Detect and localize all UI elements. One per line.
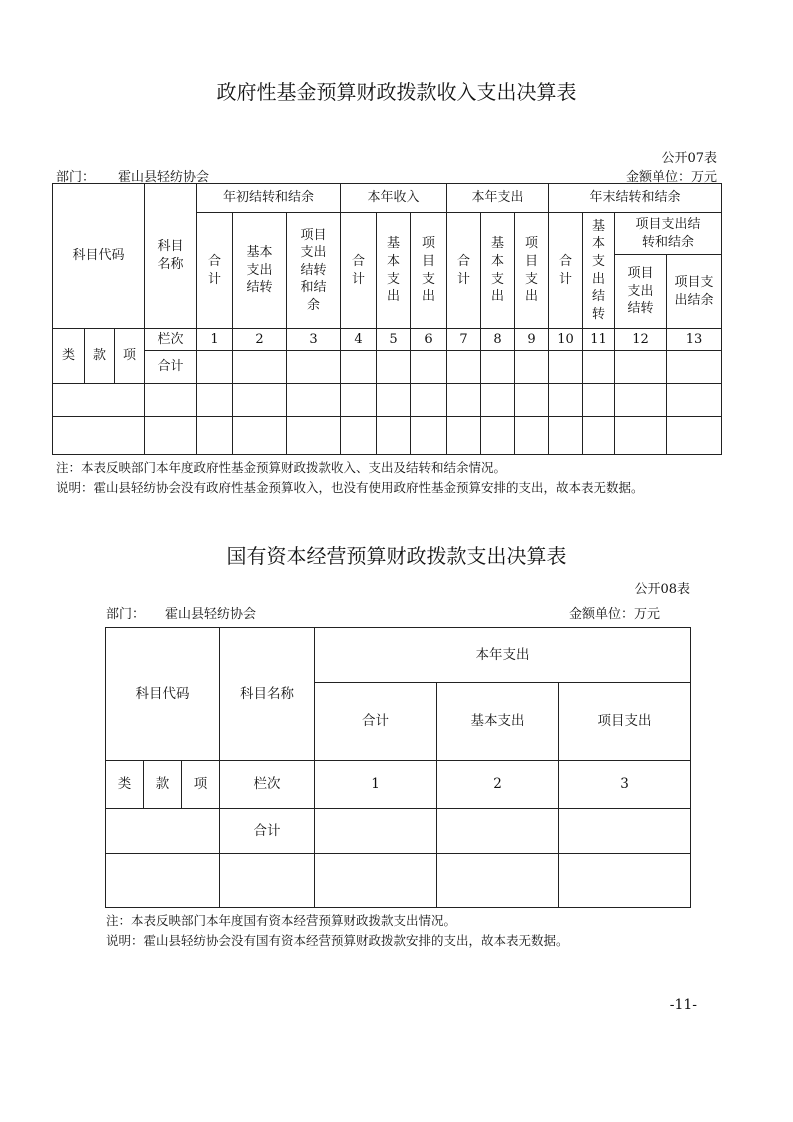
table2-code: 公开08表 (634, 582, 690, 597)
t1-header-expense: 本年支出 (447, 184, 549, 213)
table1-grid (52, 183, 722, 455)
t1-xiang: 项 (115, 329, 145, 384)
table1-title: 政府性基金预算财政拨款收入支出决算表 (216, 80, 577, 104)
table-cell (447, 417, 481, 455)
table1-dept-name: 霍山县轻纺协会 (118, 170, 210, 185)
t1-col-no: 6 (411, 329, 447, 351)
t2-header-basic: 基本支出 (437, 683, 559, 761)
t1-header-code: 科目代码 (53, 184, 145, 329)
table-cell (197, 417, 233, 455)
t1-col-no: 4 (341, 329, 377, 351)
t1-header-income: 本年收入 (341, 184, 447, 213)
t1-expense-total: 合计 (447, 213, 481, 329)
table-row (106, 854, 691, 908)
table-cell (481, 417, 515, 455)
table-cell (667, 417, 722, 455)
table-cell (197, 351, 233, 384)
t1-expense-project: 项目支出 (515, 213, 549, 329)
table-cell (515, 384, 549, 417)
table-cell (667, 351, 722, 384)
t2-lanci: 栏次 (220, 761, 315, 809)
table-row (53, 384, 722, 417)
t2-header-name: 科目名称 (220, 628, 315, 761)
t1-end-total: 合计 (549, 213, 583, 329)
table1-dept-label: 部门： (56, 170, 96, 185)
table-cell (315, 854, 437, 908)
t1-header-name: 科目名称 (145, 184, 197, 329)
t1-heji: 合计 (145, 351, 197, 384)
t1-begin-basic: 基本支出结转 (233, 213, 287, 329)
table-cell (437, 854, 559, 908)
t1-end-basic: 基本支出结转 (583, 213, 615, 329)
table-cell (341, 351, 377, 384)
table-cell (437, 809, 559, 854)
t2-header-code: 科目代码 (106, 628, 220, 761)
table-cell (615, 384, 667, 417)
table2-dept-label: 部门： (106, 607, 146, 622)
table1-unit: 金额单位：万元 (625, 170, 717, 185)
table2-grid (105, 627, 691, 908)
table-cell (197, 384, 233, 417)
table-cell (583, 384, 615, 417)
t2-header-project: 项目支出 (559, 683, 691, 761)
table-cell (287, 351, 341, 384)
table-cell (341, 384, 377, 417)
table-cell (106, 854, 220, 908)
t1-header-begin: 年初结转和结余 (197, 184, 341, 213)
table-cell (53, 417, 145, 455)
t1-col-no: 5 (377, 329, 411, 351)
t2-header-total: 合计 (315, 683, 437, 761)
table-cell (233, 417, 287, 455)
t2-kuan: 款 (144, 761, 182, 809)
table-cell (411, 351, 447, 384)
t1-total-row (53, 351, 722, 384)
table-cell (377, 351, 411, 384)
table-cell (315, 809, 437, 854)
table2-title: 国有资本经营预算财政拨款支出决算表 (226, 544, 567, 568)
table-cell (287, 417, 341, 455)
table1-note: 注：本表反映部门本年度政府性基金预算财政拨款收入、支出及结转和结余情况。 (56, 460, 507, 475)
table2-unit: 金额单位：万元 (568, 607, 660, 622)
table-cell (287, 384, 341, 417)
t1-lei: 类 (53, 329, 85, 384)
t1-end-project: 项目支出结转和结余 (615, 213, 722, 255)
table-cell (615, 351, 667, 384)
t1-kuan: 款 (85, 329, 115, 384)
t1-lanci: 栏次 (145, 329, 197, 351)
t2-col-no: 1 (315, 761, 437, 809)
table-cell (615, 417, 667, 455)
t1-col-no: 8 (481, 329, 515, 351)
table-cell (515, 351, 549, 384)
table-cell (233, 351, 287, 384)
t1-header-end: 年末结转和结余 (549, 184, 722, 213)
t2-col-no: 2 (437, 761, 559, 809)
table-cell (447, 384, 481, 417)
table-cell (549, 384, 583, 417)
t2-col-no: 3 (559, 761, 691, 809)
table1-code: 公开07表 (661, 151, 717, 166)
table-cell (559, 854, 691, 908)
table1-explanation: 说明：霍山县轻纺协会没有政府性基金预算收入，也没有使用政府性基金预算安排的支出，故本表无数据。 (56, 480, 644, 495)
table-cell (549, 351, 583, 384)
t1-col-no: 7 (447, 329, 481, 351)
table-cell (106, 809, 220, 854)
table-cell (145, 384, 197, 417)
table-cell (583, 351, 615, 384)
t1-begin-total: 合计 (197, 213, 233, 329)
t1-col-no: 3 (287, 329, 341, 351)
table-cell (411, 417, 447, 455)
table-cell (53, 384, 145, 417)
t2-lei: 类 (106, 761, 144, 809)
table2-dept-name: 霍山县轻纺协会 (165, 607, 257, 622)
table-cell (447, 351, 481, 384)
table-cell (377, 417, 411, 455)
table2-explanation: 说明：霍山县轻纺协会没有国有资本经营预算财政拨款安排的支出，故本表无数据。 (106, 933, 569, 948)
t1-col-no: 12 (615, 329, 667, 351)
table-cell (377, 384, 411, 417)
table-cell (233, 384, 287, 417)
t1-col-no: 9 (515, 329, 549, 351)
t1-income-basic: 基本支出 (377, 213, 411, 329)
table-cell (559, 809, 691, 854)
table-cell (667, 384, 722, 417)
t1-col-no: 2 (233, 329, 287, 351)
t2-header-expense: 本年支出 (315, 628, 691, 683)
t1-col-no: 10 (549, 329, 583, 351)
t2-total-row (106, 809, 691, 854)
t1-col-no: 1 (197, 329, 233, 351)
t1-income-project: 项目支出 (411, 213, 447, 329)
table2-note: 注：本表反映部门本年度国有资本经营预算财政拨款支出情况。 (106, 913, 457, 928)
t2-heji: 合计 (220, 809, 315, 854)
t1-col-no: 11 (583, 329, 615, 351)
table-cell (341, 417, 377, 455)
t1-income-total: 合计 (341, 213, 377, 329)
table-cell (481, 384, 515, 417)
table-row (53, 417, 722, 455)
t1-end-project-surplus: 项目支出结余 (667, 255, 722, 329)
table-cell (145, 417, 197, 455)
table-cell (481, 351, 515, 384)
t1-end-project-carry: 项目支出结转 (615, 255, 667, 329)
t1-col-no: 13 (667, 329, 722, 351)
table-cell (549, 417, 583, 455)
table-cell (411, 384, 447, 417)
t1-expense-basic: 基本支出 (481, 213, 515, 329)
t2-xiang: 项 (182, 761, 220, 809)
table-cell (220, 854, 315, 908)
page-number: -11- (669, 997, 697, 1013)
table-cell (515, 417, 549, 455)
t1-begin-project: 项目支出结转和结余 (287, 213, 341, 329)
table-cell (583, 417, 615, 455)
